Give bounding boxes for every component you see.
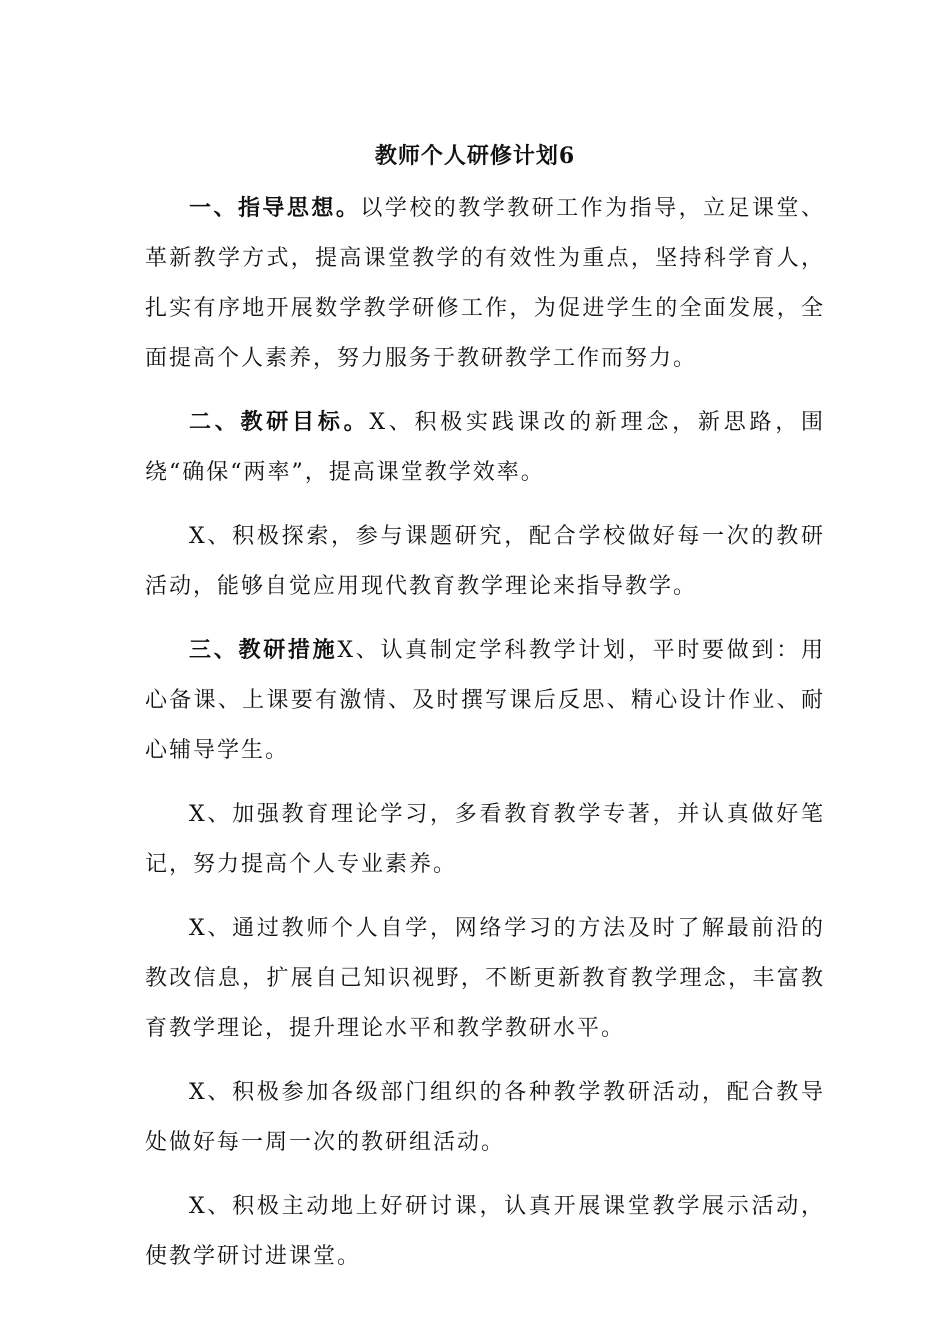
paragraph-text: X、加强教育理论学习，多看教育教学专著，并认真做好笔记，努力提高个人专业素养。 [145,802,825,877]
section-heading: 二、教研目标。 [189,410,370,435]
paragraph-text: X、积极探索，参与课题研究，配合学校做好每一次的教研活动，能够自觉应用现代教育教学理论来指导教学。 [145,524,825,599]
document-body [145,184,825,1296]
paragraph-measure-4 [145,1068,825,1168]
paragraph-guiding-ideology [145,184,825,384]
paragraph-text: X、通过教师个人自学，网络学习的方法及时了解最前沿的教改信息，扩展自己知识视野，不断更新教育教学理念，丰富教育教学理论，提升理论水平和教学教研水平。 [145,916,825,1041]
paragraph-text: X、积极主动地上好研讨课，认真开展课堂教学展示活动，使教学研讨进课堂。 [145,1194,825,1269]
paragraph-goal-2 [145,512,825,612]
paragraph-measure-2 [145,790,825,890]
paragraph-research-goals [145,398,825,498]
paragraph-text: X、积极实践课改的新理念，新思路，围绕“确保“两率”，提高课堂教学效率。 [145,410,825,485]
paragraph-text: X、认真制定学科教学计划，平时要做到：用心备课、上课要有激情、及时撰写课后反思、精心设计作业、耐心辅导学生。 [145,638,825,763]
paragraph-measure-3 [145,904,825,1054]
paragraph-measure-5 [145,1182,825,1282]
section-heading: 三、教研措施 [189,638,338,663]
paragraph-text: 以学校的教学教研工作为指导，立足课堂、革新教学方式，提高课堂教学的有效性为重点，坚持科学育人，扎实有序地开展数学教学研修工作，为促进学生的全面发展，全面提高个人素养，努力服务于教研教学工作而努力。 [145,196,825,371]
paragraph-text: X、积极参加各级部门组织的各种教学教研活动，配合教导处做好每一周一次的教研组活动。 [145,1080,825,1155]
document-title: 教师个人研修计划6 [374,143,576,169]
section-heading: 一、指导思想。 [189,196,361,221]
paragraph-research-measures [145,626,825,776]
